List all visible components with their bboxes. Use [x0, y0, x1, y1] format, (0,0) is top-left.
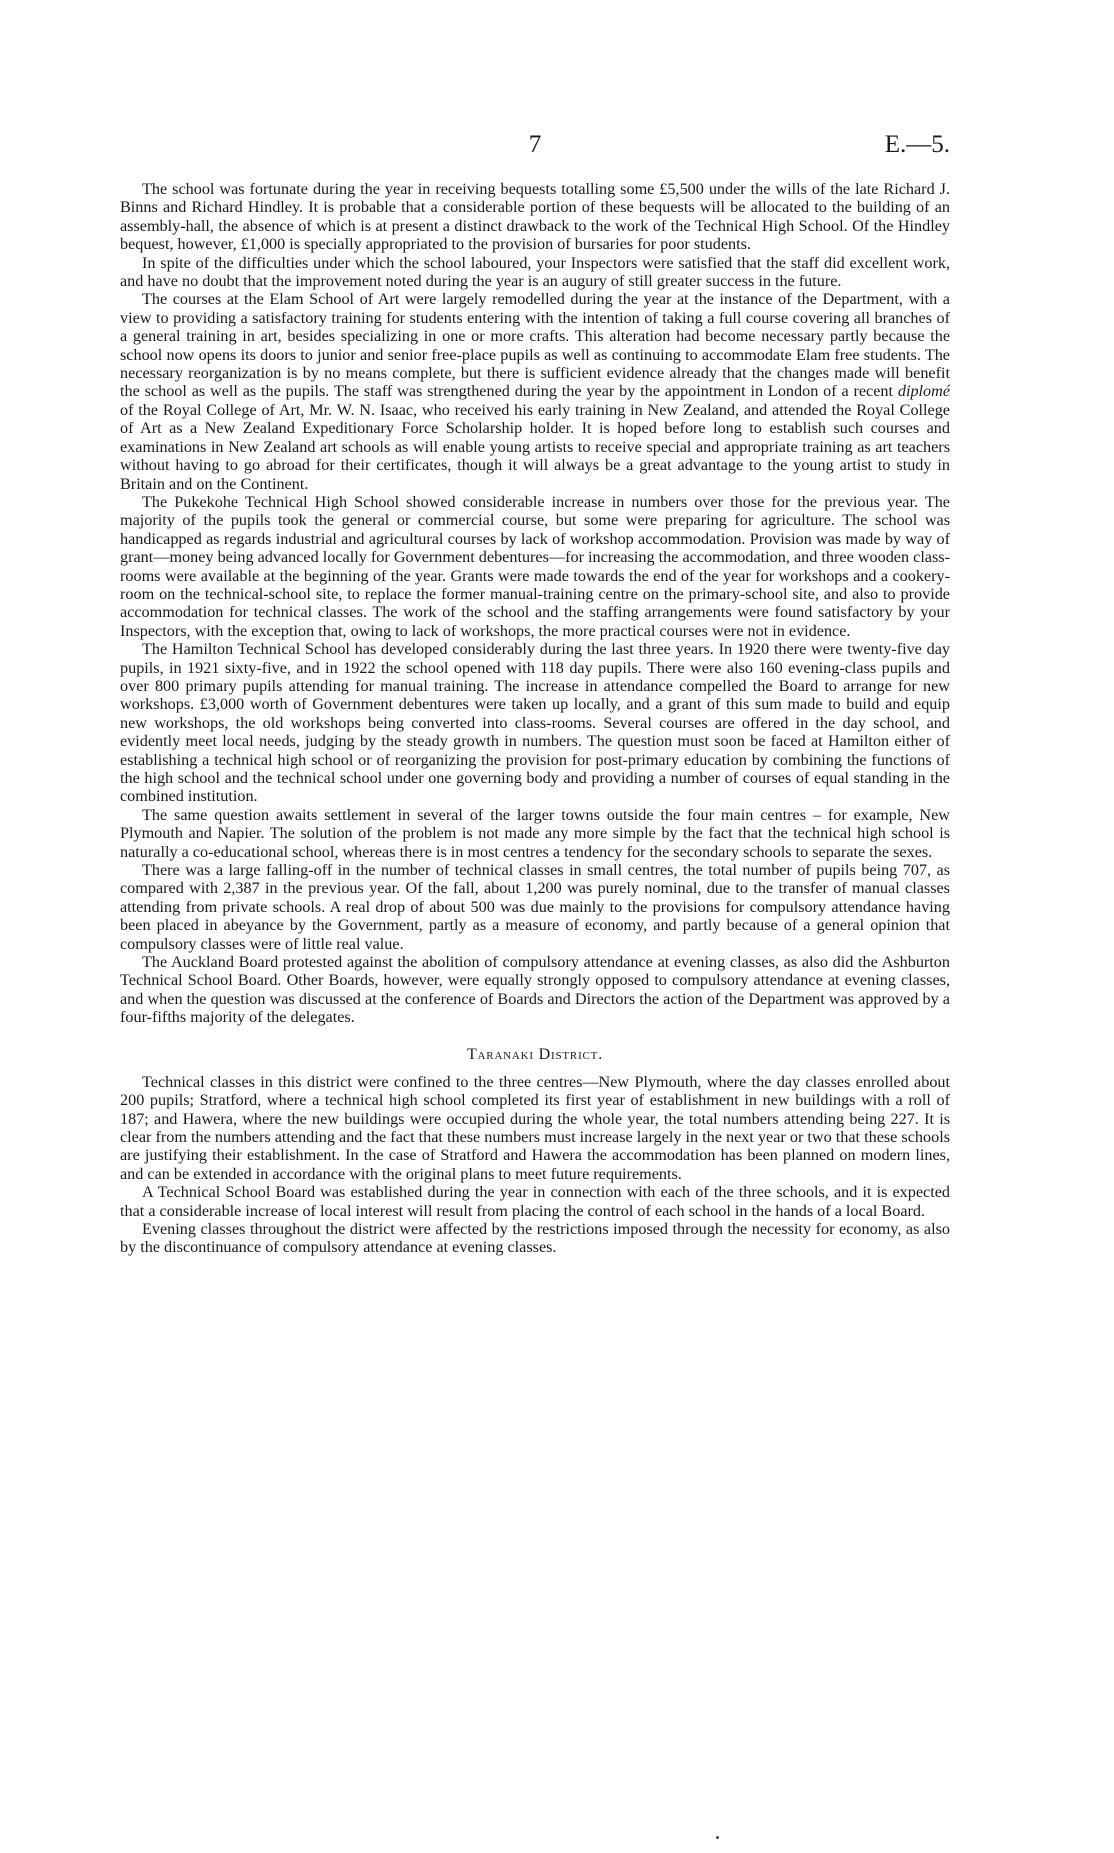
section-heading-taranaki: Taranaki District.: [466, 1045, 603, 1063]
paragraph-pukekohe: The Pukekohe Technical High School showed considerable increase in numbers over those for the previous year. The majority of the pupils took the general or commercial course, but some were preparing for agriculture. The school was handicapped as regards industrial and agricultural courses by lack of workshop accommodation. Provision was made by way of grant—money being advanced locally for Government debentures—for increasing the accommodation, and three wooden class-rooms were available at the beginning of the year. Grants were made towards the end of the year for workshops and a cookery-room on the technical-school site, to replace the former manual-training centre on the primary-school site, and also to provide accommodation for technical classes. The work of the school and the staffing arrangements were found satisfactory by your Inspectors, with the exception that, owing to lack of workshops, the more practical courses were not in evidence.: [120, 492, 950, 640]
page-number: 7: [528, 131, 542, 158]
paragraph-elam-school: [120, 290, 950, 492]
document-reference: E.—5.: [884, 131, 950, 158]
paragraph-taranaki-board: A Technical School Board was established during the year in connection with each of the three schools, and it is expected that a considerable increase of local interest will result from placing the control of each school in the hands of a local Board.: [120, 1183, 950, 1220]
elam-text-before: The courses at the Elam School of Art were largely remodelled during the year at the instance of the Department, with a view to providing a satisfactory training for students entering with the intention of taking a full course covering all branches of a general training in art, besides specializing in one or more crafts. This alteration had become necessary partly because the school now opens its doors to junior and senior free-place pupils as well as continuing to accommodate Elam free students. The necessary reorganization is by no means complete, but there is sufficient evidence already that the changes made will benefit the school as well as the pupils. The staff was strengthened during the year by the appointment in London of a recent: [120, 290, 950, 401]
elam-text-italic: diplomé: [897, 382, 951, 401]
page-header: [120, 130, 950, 160]
paragraph-bequests: The school was fortunate during the year in receiving bequests totalling some £5,500 under the wills of the late Richard J. Binns and Richard Hindley. It is probable that a considerable portion of these bequests will be allocated to the building of an assembly-hall, the absence of which is at present a distinct drawback to the work of the Technical High School. Of the Hindley bequest, however, £1,000 is specially appropriated to the provision of bursaries for poor students.: [120, 180, 950, 254]
paragraph-taranaki-evening: Evening classes throughout the district were affected by the restrictions imposed through the necessity for economy, as also by the discontinuance of compulsory attendance at evening classes.: [120, 1219, 950, 1257]
paragraph-taranaki-centres: Technical classes in this district were confined to the three centres—New Plymouth, where the day classes enrolled about 200 pupils; Stratford, where a technical high school completed its first year of establishment in new buildings with a roll of 187; and Hawera, where the new buildings were occupied during the whole year, the total numbers attending being 227. It is clear from the numbers attending and the fact that these numbers must increase largely in the next year or two that these schools are justifying their establishment. In the case of Stratford and Hawera the accommodation has been planned on modern lines, and can be extended in accordance with the original plans to meet future requirements.: [120, 1072, 950, 1183]
footer-dot-mark: [716, 1836, 719, 1839]
paragraph-falling-off: There was a large falling-off in the number of technical classes in small centres, the total number of pupils being 707, as compared with 2,387 in the previous year. Of the fall, about 1,200 was purely nominal, due to the transfer of manual classes attending from private schools. A real drop of about 500 was due mainly to the provisions for compulsory attendance having been placed in abeyance by the Government, partly as a measure of economy, and partly because of a general opinion that compulsory classes were of little real value.: [120, 861, 950, 953]
document-body: [120, 180, 950, 1257]
paragraph-settlement-question: The same question awaits settlement in several of the larger towns outside the four main centres – for example, New Plymouth and Napier. The solution of the problem is not made any more simple by the fact that the technical high school is naturally a co-educational school, whereas there is in most centres a tendency for the secondary schools to separate the sexes.: [120, 805, 950, 861]
paragraph-staff-work: In spite of the difficulties under which the school laboured, your Inspectors were satisfied that the staff did excellent work, and have no doubt that the improvement noted during the year is an augury of still greater success in the future.: [120, 253, 950, 291]
paragraph-hamilton: The Hamilton Technical School has developed considerably during the last three years. In 1920 there were twenty-five day pupils, in 1921 sixty-five, and in 1922 the school opened with 118 day pupils. There were also 160 evening-class pupils and over 800 primary pupils attending for manual training. The increase in attendance compelled the Board to arrange for new workshops. £3,000 worth of Government debentures were taken up locally, and a grant of this sum made to build and equip new workshops, the old workshops being converted into class-rooms. Several courses are offered in the day school, and evidently meet local needs, judging by the steady growth in numbers. The question must soon be faced at Hamilton either of establishing a technical high school or of reorganizing the provision for post-primary education by combining the functions of the high school and the technical school under one governing body and providing a number of courses of equal standing in the combined institution.: [120, 640, 950, 806]
elam-text-after: of the Royal College of Art, Mr. W. N. Isaac, who received his early training in New Zealand, and attended the Royal College of Art as a New Zealand Expeditionary Force Scholarship holder. It is hoped before long to establish such courses and examinations in New Zealand art schools as will enable young artists to receive special and appropriate training as art teachers without having to go abroad for their certificates, though it will always be a great advantage to the young artist to study in Britain and on the Continent.: [120, 400, 950, 493]
paragraph-auckland-board: The Auckland Board protested against the abolition of compulsory attendance at evening classes, as also did the Ashburton Technical School Board. Other Boards, however, were equally strongly opposed to compulsory attendance at evening classes, and when the question was discussed at the conference of Boards and Directors the action of the Department was approved by a four-fifths majority of the delegates.: [120, 953, 950, 1027]
